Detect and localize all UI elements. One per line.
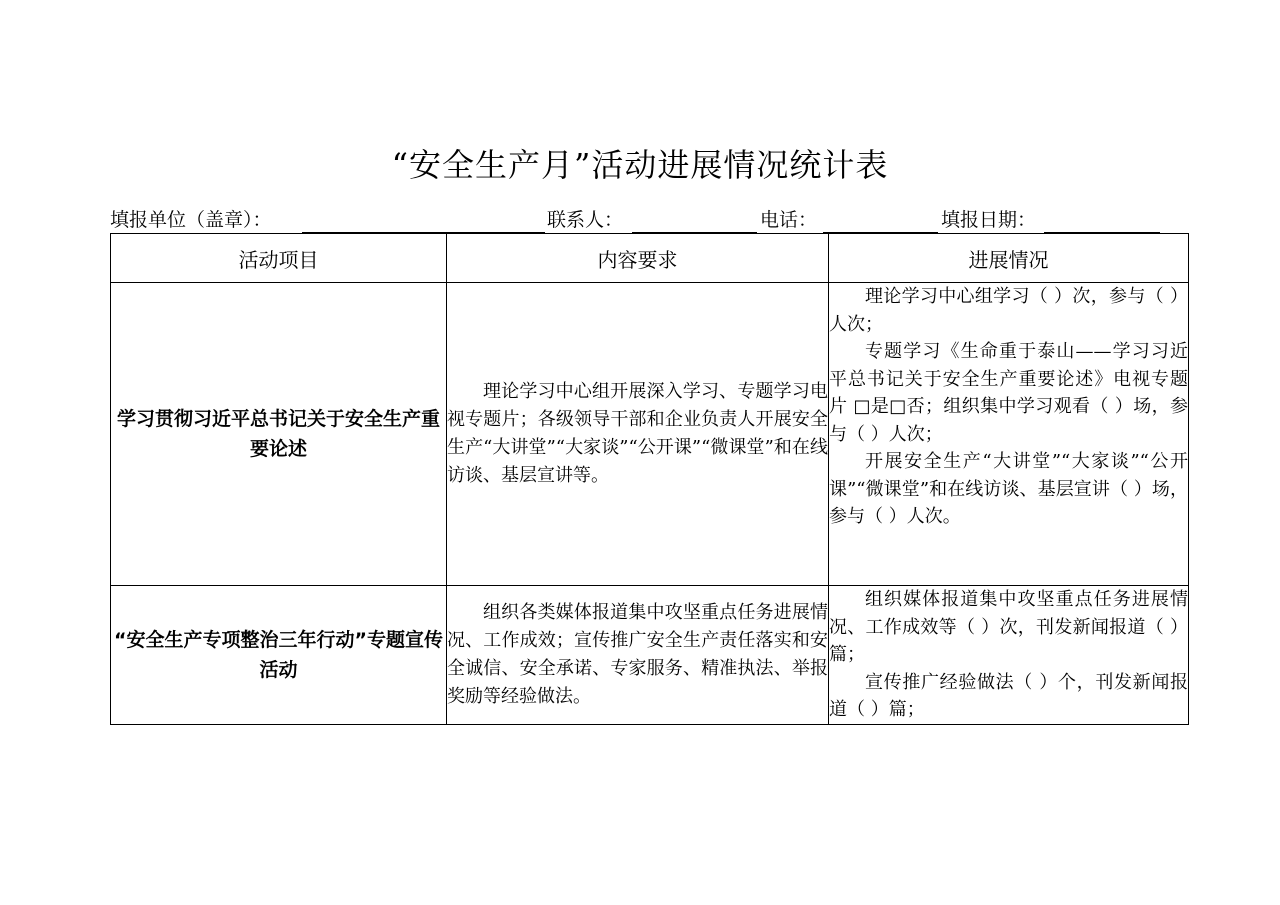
requirement-cell — [447, 283, 829, 586]
progress-text: 专题学习《生命重于泰山——学习习近平总书记关于安全生产重要论述》电视专题片 □是□否；组织集中学习观看（ ）场，参与（ ）人次； — [829, 341, 1188, 445]
fill-in-header — [110, 205, 1170, 235]
header-progress: 进展情况 — [829, 234, 1189, 283]
unit-label: 填报单位（盖章）： — [110, 209, 272, 231]
header-content-requirement: 内容要求 — [447, 234, 829, 283]
requirement-text: 组织各类媒体报道集中攻坚重点任务进展情况、工作成效；宣传推广安全生产责任落实和安全诚信、安全承诺、专家服务、精准执法、举报奖励等经验做法。 — [447, 602, 828, 707]
progress-text: 开展安全生产“大讲堂”“大家谈”“公开课”“微课堂”和在线访谈、基层宣讲（ ）场，参与（ ）人次。 — [829, 451, 1188, 527]
table-row — [111, 283, 1189, 586]
table-row — [111, 586, 1189, 725]
contact-label: 联系人： — [547, 209, 624, 231]
phone-label: 电话： — [760, 209, 818, 231]
progress-text: 理论学习中心组学习（ ）次，参与（ ）人次； — [829, 286, 1188, 335]
progress-cell — [829, 283, 1189, 586]
table-header-row — [111, 234, 1189, 283]
requirement-text: 理论学习中心组开展深入学习、专题学习电视专题片；各级领导干部和企业负责人开展安全生产“大讲堂”“大家谈”“公开课”“微课堂”和在线访谈、基层宣讲等。 — [447, 381, 828, 486]
progress-text: 组织媒体报道集中攻坚重点任务进展情况、工作成效等（ ）次，刊发新闻报道（ ）篇； — [829, 589, 1188, 665]
header-activity-item: 活动项目 — [111, 234, 447, 283]
activity-item-cell: 学习贯彻习近平总书记关于安全生产重要论述 — [111, 283, 447, 586]
progress-text: 宣传推广经验做法（ ）个，刊发新闻报道（ ）篇； — [829, 671, 1188, 720]
requirement-cell — [447, 586, 829, 725]
form-title: “安全生产月”活动进展情况统计表 — [391, 146, 889, 184]
progress-cell — [829, 586, 1189, 725]
activity-item-cell: “安全生产专项整治三年行动”专题宣传活动 — [111, 586, 447, 725]
activity-progress-table — [110, 233, 1189, 725]
date-label: 填报日期： — [941, 209, 1037, 231]
